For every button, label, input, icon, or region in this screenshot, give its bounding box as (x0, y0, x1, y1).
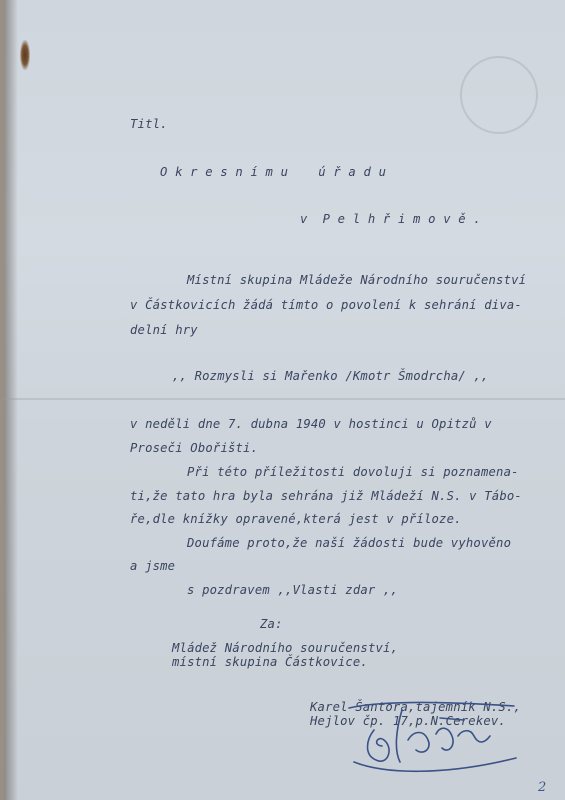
body-line: Místní skupina Mládeže Národního souručenství (187, 273, 527, 287)
body-line: v neděli dne 7. dubna 1940 v hostinci u Opitzů v (130, 417, 492, 431)
paper-fold-line (4, 398, 565, 400)
body-line: Doufáme proto,že naší žádosti bude vyhověno (187, 536, 512, 550)
recipient-office: O k r e s n í m u ú ř a d u (160, 165, 387, 179)
body-line: Při této příležitosti dovoluji si poznamena- (187, 465, 519, 479)
page-number: 2 (538, 780, 547, 795)
sender-name: Karel Šantora,tajemník N.S., (310, 700, 522, 714)
document-page (4, 0, 565, 800)
body-line: Proseči Obořišti. (130, 441, 259, 455)
handwritten-signature (344, 700, 524, 780)
closing-za: Za: (260, 617, 283, 631)
ink-stain (20, 40, 30, 70)
salutation: Titl. (130, 117, 168, 131)
body-line: ře,dle knížky opravené,která jest v příloze. (130, 512, 462, 526)
recipient-town: v P e l h ř i m o v ě . (300, 212, 481, 226)
body-line: v Částkovicích žádá tímto o povolení k sehrání diva- (130, 298, 522, 312)
organization-line: Mládež Národního souručenství, (172, 641, 399, 655)
organization-line: místní skupina Částkovice. (172, 655, 368, 669)
play-title: ,, Rozmysli si Mařenko /Kmotr Šmodrcha/ ,, (172, 369, 489, 383)
greeting-line: s pozdravem ,,Vlasti zdar ,, (187, 583, 399, 597)
body-line: a jsme (130, 559, 176, 573)
faint-stamp-mark (460, 56, 538, 134)
body-line: ti,že tato hra byla sehrána již Mládeží N.S. v Tábo- (130, 489, 522, 503)
page-edge-shadow (4, 0, 18, 800)
sender-address: Hejlov čp. 17,p.N.Cerekev. (310, 714, 506, 728)
body-line: delní hry (130, 323, 198, 337)
